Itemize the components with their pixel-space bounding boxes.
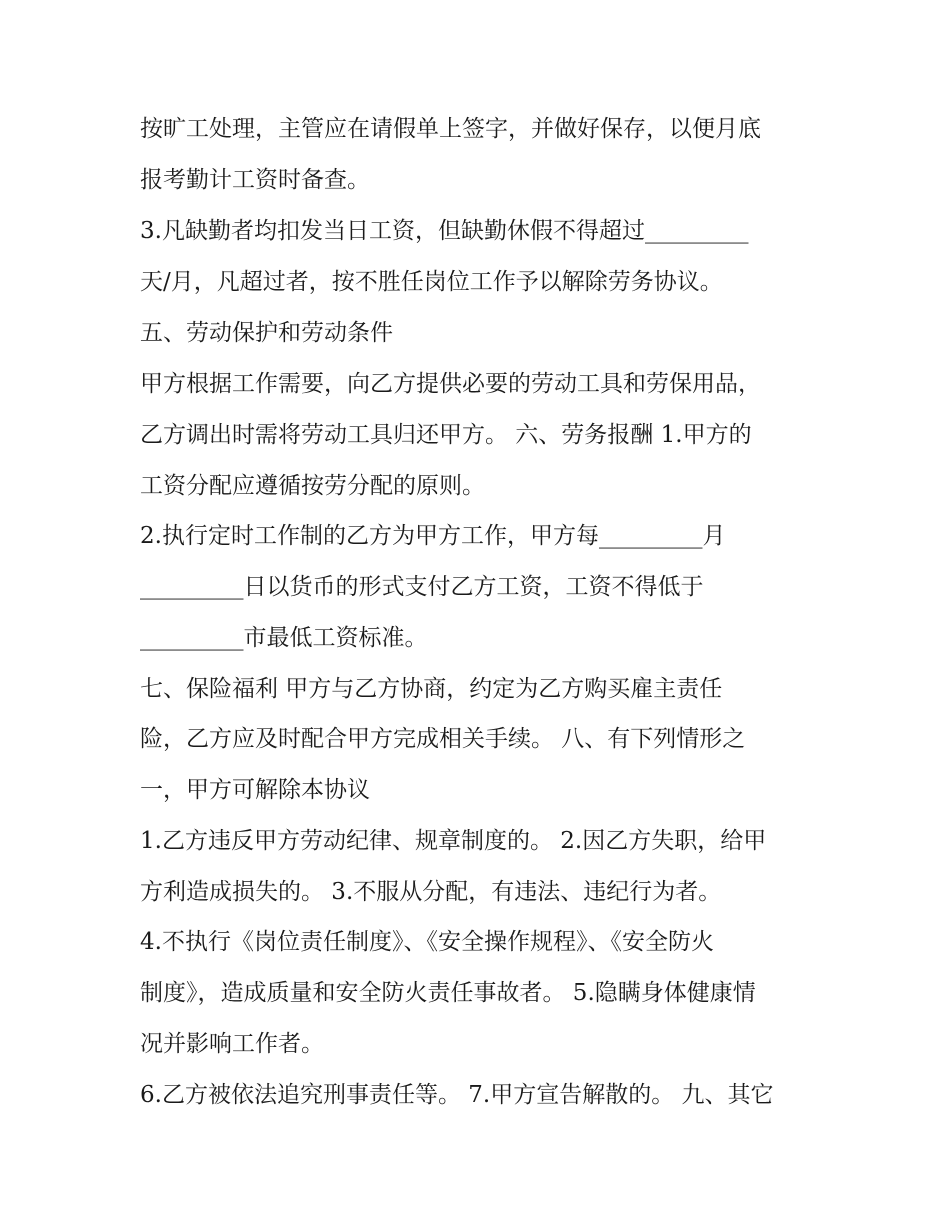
text-line: 3.凡缺勤者均扣发当日工资，但缺勤休假不得超过_________ (140, 218, 749, 244)
text-line: 6.乙方被依法追究刑事责任等。 7.甲方宣告解散的。 九、其它 (140, 1082, 774, 1108)
section-heading: 五、劳动保护和劳动条件 (140, 320, 393, 346)
text-line: _________市最低工资标准。 (140, 625, 428, 651)
text-line: 甲方根据工作需要，向乙方提供必要的劳动工具和劳保用品， (140, 371, 761, 397)
text-line: 七、保险福利 甲方与乙方协商，约定为乙方购买雇主责任 (140, 676, 723, 702)
text-line: 4.不执行《岗位责任制度》、《安全操作规程》、《安全防火 (140, 929, 714, 955)
text-line: 1.乙方违反甲方劳动纪律、规章制度的。 2.因乙方失职，给甲 (140, 828, 767, 854)
text-line: 工资分配应遵循按劳分配的原则。 (140, 473, 485, 499)
text-line: 2.执行定时工作制的乙方为甲方工作，甲方每_________月 (140, 523, 726, 549)
text-line: 按旷工处理，主管应在请假单上签字，并做好保存，以便月底 (140, 116, 761, 142)
text-line: 乙方调出时需将劳动工具归还甲方。 六、劳务报酬 1.甲方的 (140, 422, 752, 448)
text-line: 况并影响工作者。 (140, 1031, 324, 1057)
text-line: 方利造成损失的。 3.不服从分配，有违法、违纪行为者。 (140, 879, 722, 905)
text-line: 天/月，凡超过者，按不胜任岗位工作予以解除劳务协议。 (140, 269, 723, 295)
text-line: 一，甲方可解除本协议 (140, 777, 370, 803)
text-line: 报考勤计工资时备查。 (140, 167, 370, 193)
text-line: _________日以货币的形式支付乙方工资，工资不得低于 (140, 574, 704, 600)
text-line: 制度》，造成质量和安全防火责任事故者。 5.隐瞒身体健康情 (140, 980, 756, 1006)
text-line: 险，乙方应及时配合甲方完成相关手续。 八、有下列情形之 (140, 726, 746, 752)
